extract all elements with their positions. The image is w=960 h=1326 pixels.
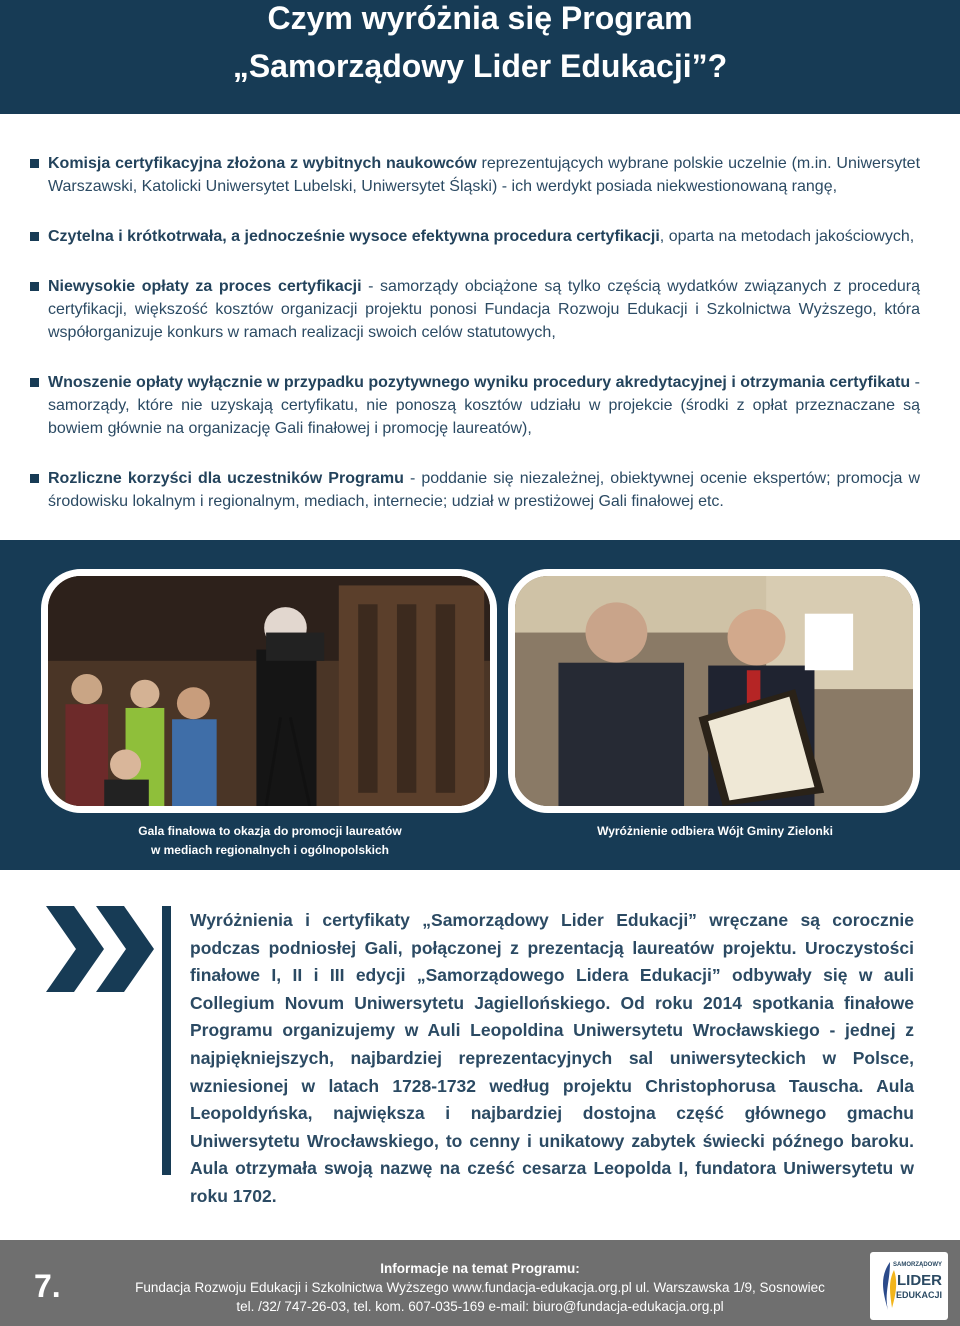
list-item-bold: Wnoszenie opłaty wyłącznie w przypadku pozytywnego wyniku procedury akredytacyjnej i otrzymania certyfikatu [48,374,911,391]
list-item [30,275,920,344]
square-bullet-icon [30,474,39,483]
square-bullet-icon [30,232,39,241]
page-title-line-1: Czym wyróżnia się Program [267,0,693,36]
list-item-text: , oparta na metodach jakościowych, [659,228,915,245]
square-bullet-icon [30,282,39,291]
award-ceremony-scene [515,576,913,806]
gala-audience-scene [48,576,490,806]
photo-caption-right: Wyróżnienie odbiera Wójt Gminy Zielonki [597,824,833,838]
gala-description: Wyróżnienia i certyfikaty „Samorządowy Lider Edukacji” wręczane są corocznie podczas podniosłej Gali, połączonej z prezentacją laureatów projektu. Uroczystości finałowe I, II i III edycji „Samorządowego Lidera Edukacji” odbywały się w auli Collegium Novum Uniwersytetu Jagiellońskiego. Od roku 2014 spotkania finałowe Programu organizujemy w Auli Leopoldina Uniwersytetu Wrocławskiego - jednej z najpiękniejszych, najbardziej reprezentacyjnych sal uniwersyteckich w Polsce, wzniesionej w latach 1728-1732 według projektu Christophorusa Tauscha. Aula Leopoldyńska, największa i najbardziej dostojna część głównego gmachu Uniwersytetu Wrocławskiego, to cenny i unikatowy zabytek świecki późnego baroku. Aula otrzymała swoją nazwę na cześć cesarza Leopolda I, fundatora Uniwersytetu w roku 1702. [190,910,914,1206]
square-bullet-icon [30,378,39,387]
page-title-line-2: „Samorządowy Lider Edukacji”? [232,48,728,84]
photo-caption-left-line-2: w mediach regionalnych i ogólnopolskich [150,843,390,857]
list-item-bold: Czytelna i krótkotrwała, a jednocześnie wysoce efektywna procedura certyfikacji [48,228,660,245]
award-ceremony-photo [508,569,920,813]
list-item [30,371,920,440]
list-item-text: reprezentujących wybrane polskie uczelnie (m.in. Uniwersytet Warszawski, Katolicki Uniwersytet Lubelski, Uniwersytet Śląski) - ich werdykt posiada niekwestionowaną rangę, [48,155,921,195]
page-footer [0,1240,960,1326]
logo-main-text: LIDER [897,1272,942,1289]
gala-audience-photo [41,569,497,813]
footer-title: Informacje na temat Programu: [380,1261,580,1276]
list-item-text: - poddanie się niezależnej, obiektywnej ocenie ekspertów; promocja w środowisku lokalnym i regionalnym, mediach, internecie; udział w prestiżowej Gali finałowej etc. [48,470,921,510]
list-item [30,152,920,198]
photo-band [0,540,960,870]
footer-info [100,1259,860,1316]
lider-edukacji-logo [870,1252,948,1320]
photo-caption-left-line-1: Gala finałowa to okazja do promocji laureatów [138,824,402,838]
page-header [0,0,960,114]
list-item-bold: Rozliczne korzyści dla uczestników Programu [48,470,404,487]
footer-contact: tel. /32/ 747-26-03, tel. kom. 607-035-169 e-mail: biuro@fundacja-edukacja.org.pl [236,1299,724,1314]
page-number: 7. [34,1268,61,1304]
footer-address: Fundacja Rozwoju Edukacji i Szkolnictwa Wyższego www.fundacja-edukacja.org.pl ul. Warszawska 1/9, Sosnowiec [135,1280,825,1295]
photo-caption-left [110,822,430,860]
list-item [30,467,920,513]
logo-sub-text: EDUKACJI [895,1290,942,1300]
list-item-text: - samorządy, które nie uzyskają certyfikatu, nie ponoszą kosztów udziału w projekcie (środki z opłat przeznaczane są bowiem głównie na organizację Gali finałowej i promocję laureatów), [48,374,920,437]
list-item-bold: Komisja certyfikacyjna złożona z wybitnych naukowców [48,155,477,172]
accent-bar [162,906,171,1175]
square-bullet-icon [30,159,39,168]
list-item-bold: Niewysokie opłaty za proces certyfikacji [48,278,362,295]
feature-list [30,152,920,513]
logo-small-text: SAMORZĄDOWY [893,1262,942,1268]
list-item-text: - samorządy obciążone są tylko częścią wydatków związanych z procedurą certyfikacji, większość kosztów organizacji projektu ponosi Fundacja Rozwoju Edukacji i Szkolnictwa Wyższego, która współorganizuje konkurs w ramach realizacji swoich celów statutowych, [48,278,921,341]
double-chevron-icon [46,906,161,992]
list-item [30,225,920,248]
